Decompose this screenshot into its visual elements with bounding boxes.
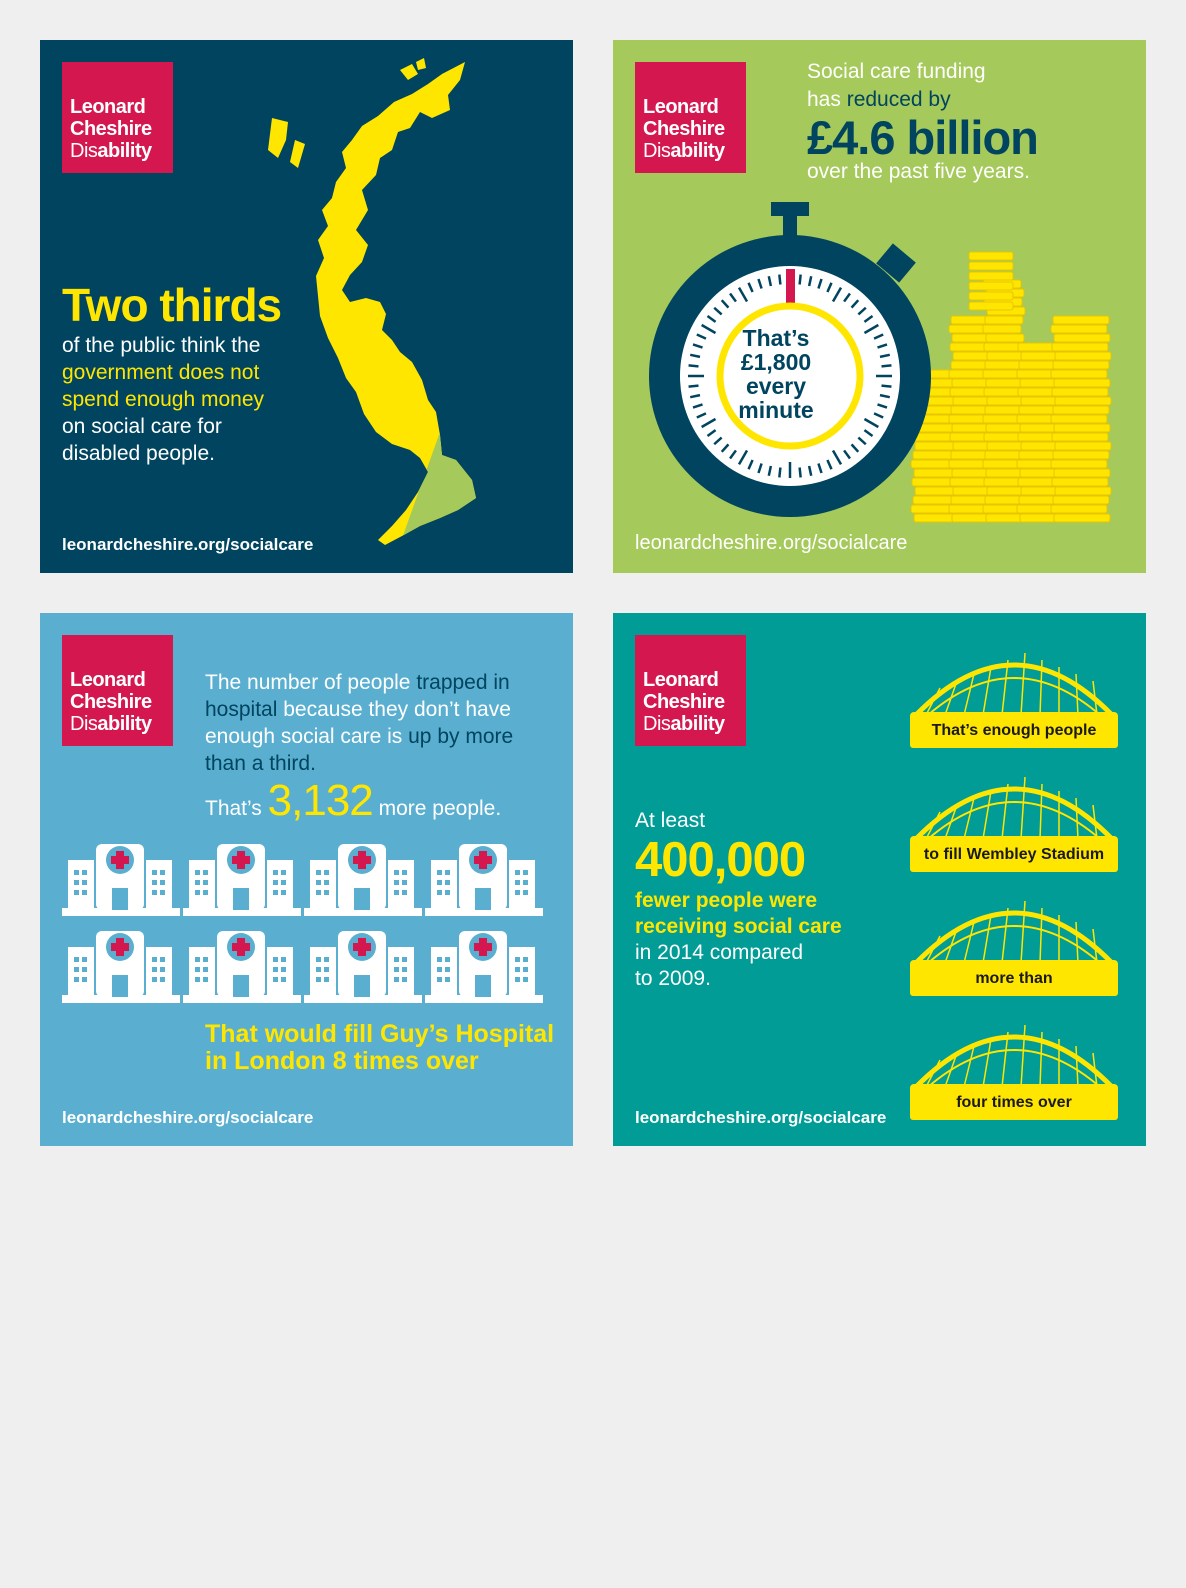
count-prefix: That’s <box>205 797 268 820</box>
logo-text-dis: Dis <box>70 140 98 162</box>
count-number: 3,132 <box>267 776 373 825</box>
logo-text-ability: ability <box>97 140 152 162</box>
logo-text-dis: Dis <box>643 713 671 735</box>
footer-line: in London 8 times over <box>205 1047 479 1075</box>
logo-text-ability: ability <box>97 713 152 735</box>
wembley-stadium-icon <box>910 881 1118 996</box>
stat-body <box>635 888 875 992</box>
logo-text-line2: Cheshire <box>70 691 152 713</box>
heading-line: has <box>807 88 847 111</box>
body-highlight: government does not <box>62 361 260 384</box>
wembley-stadium-icon <box>910 757 1118 872</box>
logo-text-line2: Cheshire <box>643 118 725 140</box>
website-url: leonardcheshire.org/socialcare <box>635 1108 887 1127</box>
clock-line: minute <box>738 397 814 423</box>
stat-number: 400,000 <box>635 833 806 887</box>
body-line: to 2009. <box>635 967 711 990</box>
hospital-footer-text <box>205 1021 565 1075</box>
logo-text-line1: Leonard <box>643 669 719 691</box>
body-part: because they don’t have enough social care is <box>205 698 511 748</box>
logo-text-ability: ability <box>670 713 725 735</box>
logo-text-line1: Leonard <box>643 96 719 118</box>
stadium-label: That’s enough people <box>910 712 1118 748</box>
body-highlight: receiving social care <box>635 915 842 938</box>
wembley-stadium-icon <box>910 633 1118 748</box>
body-highlight: up by more than a third. <box>205 725 514 775</box>
wembley-stadium-icon <box>910 1005 1118 1120</box>
body-line: of the public think the <box>62 334 261 357</box>
footer-line: That would fill Guy’s Hospital <box>205 1020 555 1048</box>
logo-text-line2: Cheshire <box>643 691 725 713</box>
logo-text-ability: ability <box>670 140 725 162</box>
leonard-cheshire-logo <box>635 635 746 746</box>
funding-amount: £4.6 billion <box>807 111 1038 164</box>
heading-highlight: reduced by <box>846 88 951 111</box>
stadium-label: four times over <box>910 1084 1118 1120</box>
funding-subtext: over the past five years. <box>807 160 1030 183</box>
count-suffix: more people. <box>372 797 502 820</box>
website-url: leonardcheshire.org/socialcare <box>62 1108 314 1127</box>
infographic-card-hospital <box>40 613 573 1146</box>
body-highlight: fewer people were <box>635 889 818 912</box>
body-highlight: trapped in hospital <box>205 671 510 721</box>
clock-line: every <box>745 373 807 399</box>
logo-text-dis: Dis <box>70 713 98 735</box>
logo-text-line2: Cheshire <box>70 118 152 140</box>
logo-text-line1: Leonard <box>70 669 146 691</box>
body-text <box>62 332 322 467</box>
body-line: disabled people. <box>62 442 215 465</box>
body-line: in 2014 compared <box>635 941 804 964</box>
clock-label <box>711 326 841 422</box>
logo-text-line1: Leonard <box>70 96 146 118</box>
body-highlight: spend enough money <box>62 388 264 411</box>
infographic-card-wembley <box>613 613 1146 1146</box>
infographic-card-funding <box>613 40 1146 573</box>
body-line: on social care for <box>62 415 222 438</box>
website-url: leonardcheshire.org/socialcare <box>635 532 908 554</box>
stadium-label: more than <box>910 960 1118 996</box>
stadium-label: to fill Wembley Stadium <box>910 836 1118 872</box>
logo-text-dis: Dis <box>643 140 671 162</box>
stat-prefix: At least <box>635 809 706 832</box>
website-url: leonardcheshire.org/socialcare <box>62 535 314 554</box>
headline: Two thirds <box>62 279 282 331</box>
infographic-card-two-thirds <box>40 40 573 573</box>
stopwatch-icon <box>613 40 1146 573</box>
heading-line: Social care funding <box>807 60 986 83</box>
clock-line: £1,800 <box>740 349 812 375</box>
body-part: The number of people <box>205 671 417 694</box>
clock-line: That’s <box>742 325 810 351</box>
